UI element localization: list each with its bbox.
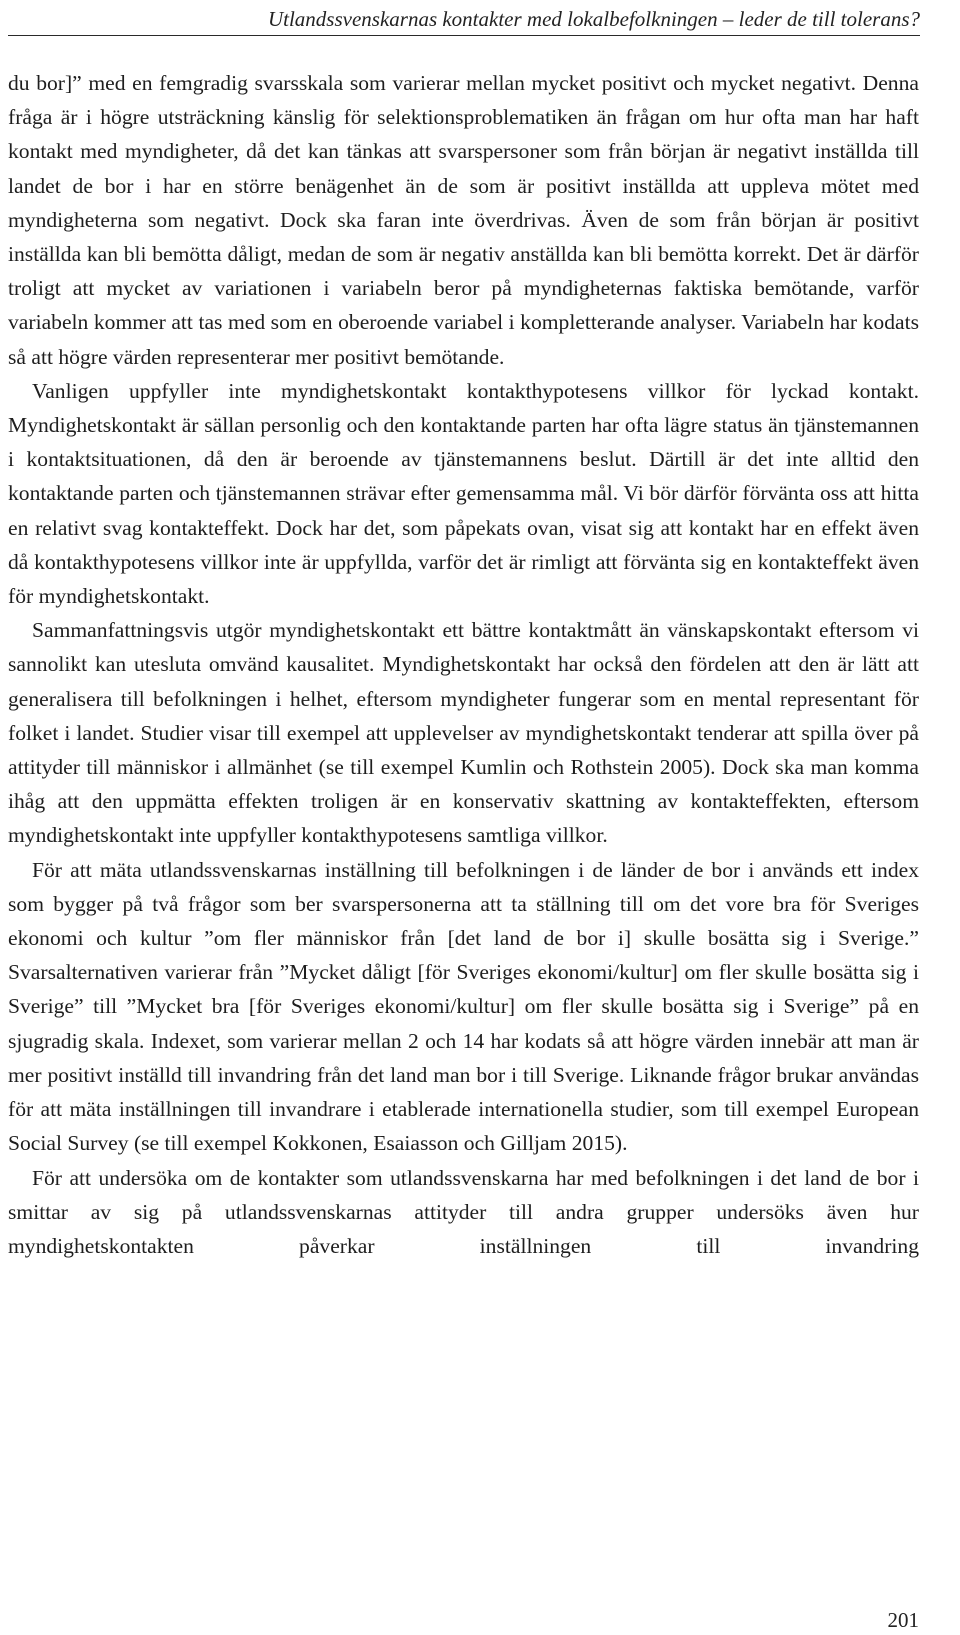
paragraph: Sammanfattningsvis utgör myndighetskontakt ett bättre kontaktmått än vänskapskontakt eftersom vi sannolikt kan utesluta omvänd kausalitet. Myndighetskontakt har också den fördelen att den är lätt att generalisera till befolkningen i helhet, eftersom myndigheter fungerar som en mental representant för folket i landet. Studier visar till exempel att upplevelser av myndighetskontakt tenderar att spilla över på attityder till människor i allmänhet (se till exempel Kumlin och Rothstein 2005). Dock ska man komma ihåg att den uppmätta effekten troligen är en konservativ skattning av kontakteffekten, eftersom myndighetskontakt inte uppfyller kontakthypotesens samtliga villkor. bbox=[8, 618, 919, 848]
header-rule bbox=[8, 35, 920, 36]
paragraph: För att mäta utlandssvenskarnas inställning till befolkningen i de länder de bor i används ett index som bygger på två frågor som ber svarspersonerna att ta ställning till om det vore bra för Sveriges ekonomi och kultur ”om fler människor från [det land de bor i] skulle bosätta sig i Sverige.” Svarsalternativen varierar från ”Mycket dåligt [för Sveriges ekonomi/kultur] om fler skulle bosätta sig i Sverige” till ”Mycket bra [för Sveriges ekonomi/kultur] om fler skulle bosätta sig i Sverige” på en sjugradig skala. Indexet, som varierar mellan 2 och 14 har kodats så att högre värden innebär att man är mer positivt inställd till invandring från det land man bor i till Sverige. Liknande frågor brukar användas för att mäta inställningen till invandrare i etablerade internationella studier, som till exempel European Social Survey (se till exempel Kokkonen, Esaiasson och Gilljam 2015). bbox=[8, 857, 919, 1156]
running-header: Utlandssvenskarnas kontakter med lokalbefolkningen – leder de till tolerans? bbox=[267, 7, 920, 31]
paragraph: För att undersöka om de kontakter som utlandssvenskarna har med befolkningen i det land de bor i smittar av sig på utlandssvenskarnas attityder till andra grupper undersöks även hur myndighetskontakten påverkar inställningen till invandring bbox=[8, 1165, 919, 1258]
page-number: 201 bbox=[887, 1608, 919, 1632]
body-text bbox=[8, 66, 919, 1263]
paragraph: Vanligen uppfyller inte myndighetskontakt kontakthypotesens villkor för lyckad kontakt. Myndighetskontakt är sällan personlig och den kontaktande parten har ofta lägre status än tjänstemannen i kontaktsituationen, då den är beroende av tjänstemannens beslut. Därtill är det inte alltid den kontaktande parten och tjänstemannen strävar efter gemensamma mål. Vi bör därför förvänta oss att hitta en relativt svag kontakteffekt. Dock har det, som påpekats ovan, visat sig att kontakt har en effekt även då kontakthypotesens villkor inte är uppfyllda, varför det är rimligt att förvänta sig en kontakteffekt även för myndighetskontakt. bbox=[8, 378, 919, 609]
paragraph: du bor]” med en femgradig svarsskala som varierar mellan mycket positivt och mycket negativt. Denna fråga är i högre utsträckning känslig för selektionsproblematiken än frågan om hur ofta man har haft kontakt med myndigheter, då det kan tänkas att svarspersoner som från början är negativt inställda till landet de bor i har en större benägenhet än de som är positivt inställda att uppleva mötet med myndigheterna som negativt. Dock ska faran inte överdrivas. Även de som från början är positivt inställda kan bli bemötta dåligt, medan de som är negativ anställda kan bli bemötta korrekt. Det är därför troligt att mycket av variationen i variabeln beror på myndigheternas faktiska bemötande, varför variabeln kommer att tas med som en oberoende variabel i kompletterande analyser. Variabeln har kodats så att högre värden representerar mer positivt bemötande. bbox=[8, 71, 919, 369]
